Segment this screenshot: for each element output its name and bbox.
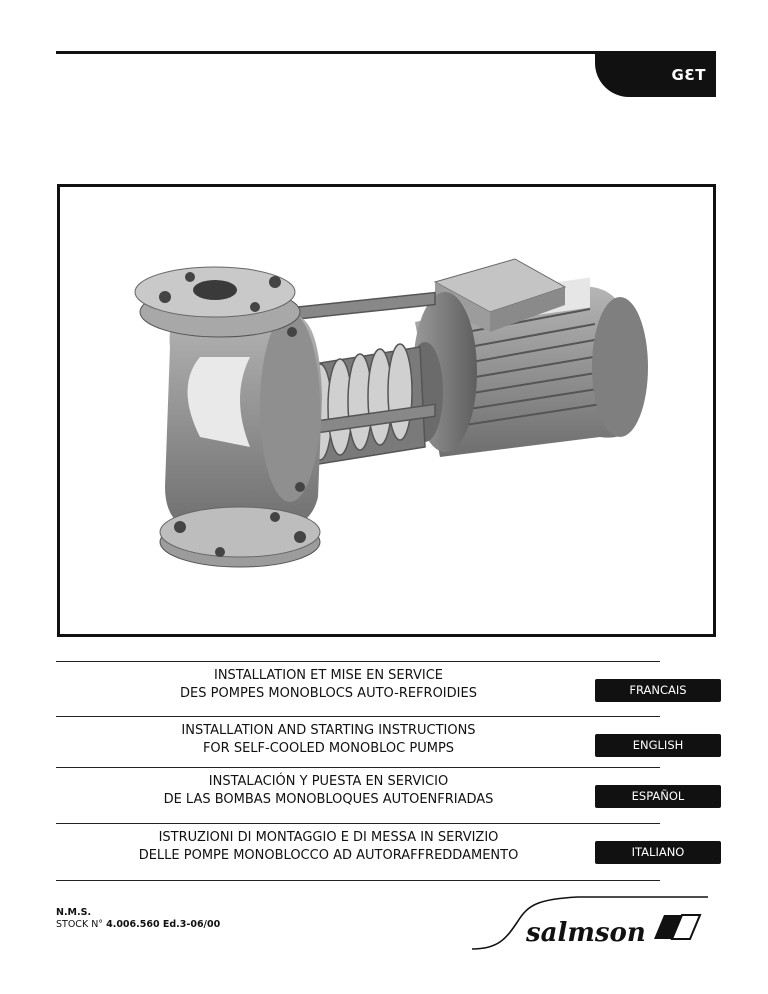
language-badge-italian: ITALIANO xyxy=(595,841,721,864)
model-tab xyxy=(595,51,716,97)
model-code: GƐT xyxy=(671,66,706,84)
title-line-1: INSTALLATION AND STARTING INSTRUCTIONS xyxy=(181,723,476,738)
nms-label: N.M.S. xyxy=(56,907,92,918)
title-line-2: DE LAS BOMBAS MONOBLOQUES AUTOENFRIADAS xyxy=(163,792,494,807)
brand-name: salmson xyxy=(526,918,646,948)
pump-casing xyxy=(165,307,322,532)
salmson-logo xyxy=(468,891,718,953)
title-spanish xyxy=(56,773,601,809)
stock-prefix: STOCK N° xyxy=(56,919,104,930)
brand-mark-icon xyxy=(654,915,700,939)
title-line-1: ISTRUZIONI DI MONTAGGIO E DI MESSA IN SERVIZIO xyxy=(158,830,499,845)
title-english xyxy=(56,722,601,758)
title-line-1: INSTALLATION ET MISE EN SERVICE xyxy=(214,668,443,683)
title-french xyxy=(56,667,601,703)
language-badge-spanish: ESPAÑOL xyxy=(595,785,721,808)
title-line-2: DES POMPES MONOBLOCS AUTO-REFROIDIES xyxy=(180,686,477,701)
product-photo-frame xyxy=(57,184,716,637)
title-line-2: FOR SELF-COOLED MONOBLOC PUMPS xyxy=(202,741,455,756)
language-row-italian xyxy=(56,823,685,881)
title-line-2: DELLE POMPE MONOBLOCCO AD AUTORAFFREDDAMENTO xyxy=(138,848,519,863)
title-italian xyxy=(56,829,601,865)
title-line-1: INSTALACIÓN Y PUESTA EN SERVICIO xyxy=(208,774,449,789)
bottom-flange xyxy=(160,507,320,567)
pump-photo xyxy=(60,187,713,634)
language-row-spanish xyxy=(56,767,685,824)
stock-number: 4.006.560 Ed.3-06/00 xyxy=(106,919,221,930)
top-flange xyxy=(135,267,300,337)
stock-info xyxy=(56,907,220,931)
language-badge-french: FRANCAIS xyxy=(595,679,721,702)
brand-logo xyxy=(468,891,718,953)
language-row-french xyxy=(56,661,687,718)
language-row-english xyxy=(56,716,684,773)
language-badge-english: ENGLISH xyxy=(595,734,721,757)
